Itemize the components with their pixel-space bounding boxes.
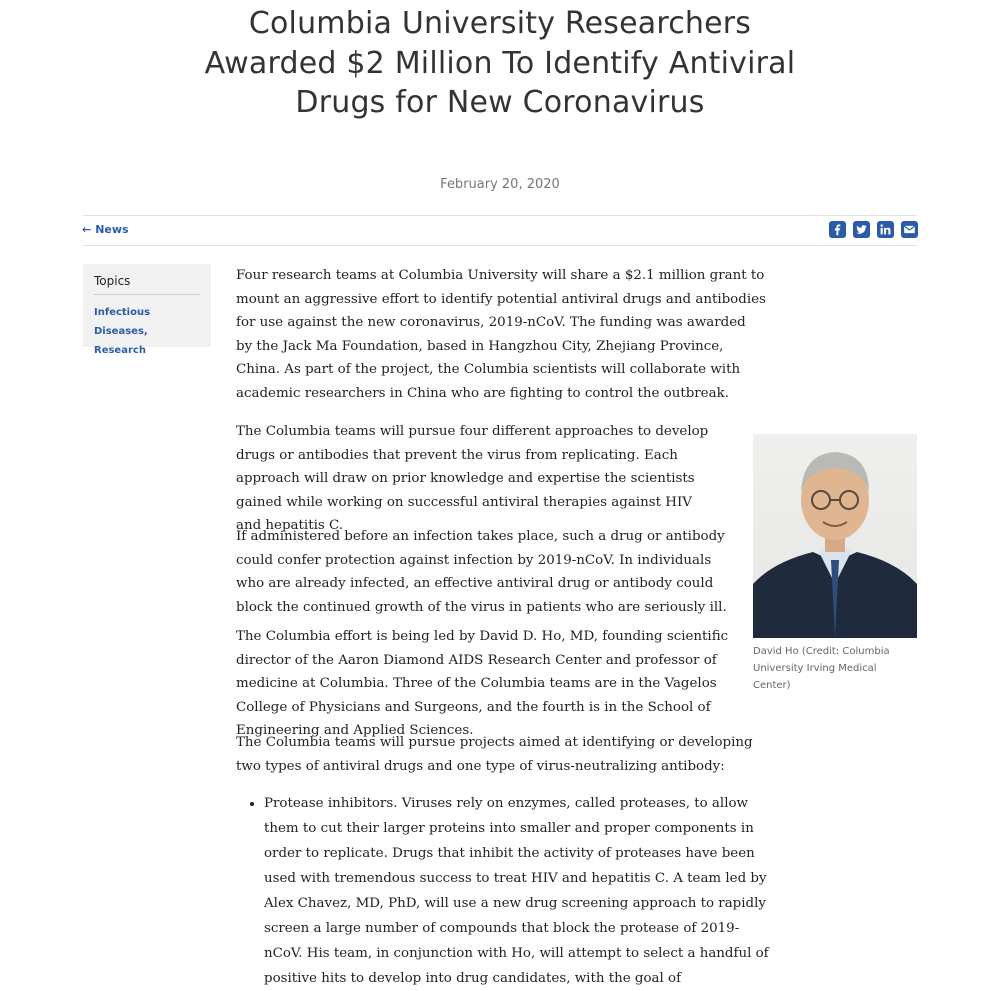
- article-paragraph: The Columbia teams will pursue four different approaches to develop drugs or antibodies that prevent the virus from replicating. Each approach will draw on prior knowledge and expertise the scientists gained while working on successful antiviral therapies against HIV and hepatitis C.: [236, 424, 709, 533]
- article-date: February 20, 2020: [440, 177, 560, 192]
- back-link-label: News: [95, 223, 129, 236]
- article-title: Columbia University Researchers Awarded $2 Million To Identify Antiviral Drugs for New Coronavirus: [204, 6, 796, 120]
- bottom-divider: [83, 245, 917, 246]
- topic-link-research[interactable]: Research: [94, 345, 146, 356]
- photo-caption: David Ho (Credit: Columbia University Irving Medical Center): [753, 646, 890, 691]
- article-paragraph: The Columbia teams will pursue projects aimed at identifying or developing two types of antiviral drugs and one type of virus-neutralizing antibody:: [236, 735, 753, 774]
- article-paragraph: If administered before an infection takes place, such a drug or antibody could confer protection against infection by 2019-nCoV. In individuals who are already infected, an effective antiviral drug or antibody could block the continued growth of the virus in patients who are seriously ill.: [236, 529, 727, 615]
- topics-sidebar: [83, 264, 211, 356]
- article-paragraph: The Columbia effort is being led by David D. Ho, MD, founding scientific director of the Aaron Diamond AIDS Research Center and professor of medicine at Columbia. Three of the Columbia teams are in the Vagelos College of Physicians and Surgeons, and the fourth is in the School of Engineering and Applied Sciences.: [236, 629, 729, 738]
- linkedin-icon[interactable]: [877, 221, 894, 238]
- back-to-news-link[interactable]: [82, 223, 129, 236]
- list-item: • Protease inhibitors. Viruses rely on enzymes, called proteases, to allow them to cut their larger proteins into smaller and proper components in order to replicate. Drugs that inhibit the activity of proteases have been used with tremendous success to treat HIV and hepatitis C. A team led by Alex Chavez, MD, PhD, will use a new drug screening approach to rapidly screen a large number of compounds that block the protease of 2019-nCoV. His team, in conjunction with Ho, will attempt to select a handful of positive hits to develop into drug candidates, with the goal of: [264, 791, 774, 991]
- topic-separator: ,: [143, 326, 148, 337]
- twitter-icon[interactable]: [853, 221, 870, 238]
- email-icon[interactable]: [901, 221, 918, 238]
- article-paragraph: Four research teams at Columbia University will share a $2.1 million grant to mount an aggressive effort to identify potential antiviral drugs and antibodies for use against the new coronavirus, 2019-nCoV. The funding was awarded by the Jack Ma Foundation, based in Hangzhou City, Zhejiang Province, China. As part of the project, the Columbia scientists will collaborate with academic researchers in China who are fighting to control the outbreak.: [236, 268, 766, 401]
- arrow-left-icon: ←: [82, 223, 92, 236]
- bullet-list: [236, 791, 774, 991]
- topics-list: [94, 302, 200, 359]
- top-divider: [83, 215, 917, 216]
- david-ho-photo: [753, 434, 917, 638]
- share-buttons: [829, 221, 918, 238]
- topic-link-infectious-diseases[interactable]: Infectious Diseases: [94, 307, 151, 337]
- topics-heading: Topics: [94, 274, 200, 295]
- facebook-icon[interactable]: [829, 221, 846, 238]
